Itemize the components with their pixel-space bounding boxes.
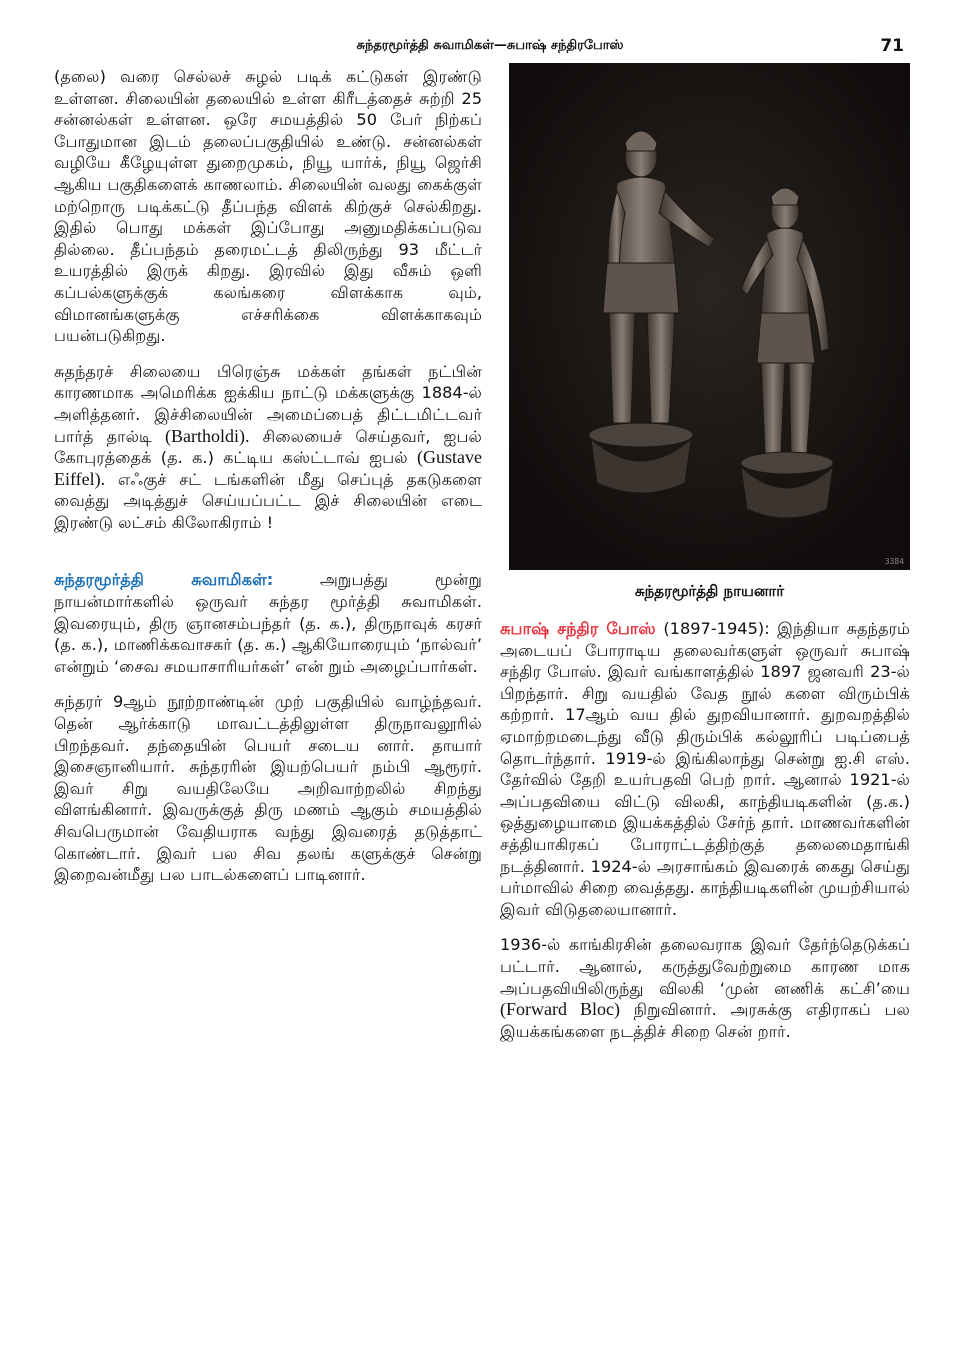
paragraph-text: சுதந்தரச் சிலையை பிரெஞ்சு மக்கள் தங்கள் நட்பின் காரணமாக அமெரிக்க ஐக்கிய நாட்டு மக்களுக்கு 1884-ல் அளித்தனர். இச்சிலையின் அமைப்பைத் திட்டமிட்டவர் பார்த் தால்டி	[54, 361, 482, 446]
bose-entry-paragraph-2	[500, 934, 910, 1042]
forward-bloc-latin: (Forward Bloc)	[500, 999, 621, 1020]
right-column	[500, 618, 910, 1056]
bose-entry-paragraph-1	[500, 618, 910, 920]
sundarar-entry-paragraph-1	[54, 569, 482, 677]
bose-heading: சுபாஷ் சந்திர போஸ்	[500, 619, 656, 638]
bartholdi-latin: (Bartholdi).	[165, 425, 250, 446]
paragraph-text: எஃகுச் சட் டங்களின் மீது செப்புத் தகடுகளை வைத்து அடித்துச் செய்யப்பட்ட இச் சிலையின் எடை இரண்டு லட்சம் கிலோகிராம் !	[54, 469, 482, 532]
page-number: 71	[880, 36, 904, 56]
eiffel-latin: (Gustave Eiffel).	[54, 447, 482, 489]
paragraph-text: அறுபத்து மூன்று நாயன்மார்களில் ஒருவர் சுந்தர மூர்த்தி சுவாமிகள். இவரையும், திரு ஞானசம்பந்தர் (த. க.), திருநாவுக் கரசர் (த. க.), மாணிக்கவாசகர் (த. க.) ஆகியோரையும் ‘நால்வர்’ என்றும் ‘சைவ சமயாசாரியர்கள்’ என் றும் அழைப்பார்கள்.	[54, 570, 482, 676]
running-head: சுந்தரமூர்த்தி சுவாமிகள்—சுபாஷ் சந்திரபோஸ்	[356, 38, 624, 53]
paragraph-text: நிறுவினார். அரசுக்கு எதிராகப் பல இயக்கங்களை நடத்திச் சிறை சென் றார்.	[500, 1000, 910, 1041]
page-header	[0, 38, 966, 60]
left-column	[54, 66, 482, 900]
statue-of-liberty-paragraph-1: (தலை) வரை செல்லச் சுழல் படிக் கட்டுகள் இரண்டு உள்ளன. சிலையின் தலையில் உள்ள கிரீடத்தைச் சுற்றி 25 சன்னல்கள் உள்ளன. ஒரே சமயத்தில் 50 பேர் நிற்கப் போதுமான இடம் தலைப்பகுதியில் உண்டு. சன்னல்கள் வழியே கீழேயுள்ள துறைமுகம், நியூ யார்க், நியூ ஜெர்சி ஆகிய பகுதிகளைக் காணலாம். சிலையின் வலது கைக்குள் மற்றொரு படிக்கட்டு தீப்பந்த விளக் கிற்குச் செல்கிறது. இதில் பொது மக்கள் இப்போது அனுமதிக்கப்படுவ தில்லை. தீப்பந்தம் தரைமட்டத் திலிருந்து 93 மீட்டர் உயரத்தில் இருக் கிறது. இரவில் இது வீசும் ஒளி கப்பல்களுக்குக் கலங்கரை விளக்காக வும், விமானங்களுக்கு எச்சரிக்கை விளக்காகவும் பயன்படுகிறது.	[54, 67, 482, 346]
statues-illustration	[509, 63, 910, 570]
sundarar-entry-paragraph-2: சுந்தரர் 9ஆம் நூற்றாண்டின் முற் பகுதியில் வாழ்ந்தவர். தென் ஆர்க்காடு மாவட்டத்திலுள்ள திருநாவலூரில் பிறந்தவர். தந்தையின் பெயர் சடைய னார். தாயார் இசைஞானியார். சுந்தரரின் இயற்பெயர் நம்பி ஆரூரர். இவர் சிறு வயதிலேயே அறிவாற்றலில் சிறந்து விளங்கினார். இவருக்குத் திரு மணம் ஆகும் சமயத்தில் சிவபெருமான் வேதியராக வந்து இவரைத் தடுத்தாட் கொண்டார். இவர் பல சிவ தலங் களுக்குச் சென்று இறைவன்மீது பல பாடல்களைப் பாடினார்.	[54, 692, 482, 885]
statue-of-liberty-paragraph-2	[54, 361, 482, 534]
paragraph-text: (1897-1945): இந்தியா சுதந்தரம் அடையப் போராடிய தலைவர்களுள் ஒருவர் சுபாஷ் சந்திர போஸ். இவர் வங்காளத்தில் 1897 ஜனவரி 23-ல் பிறந்தார். சிறு வயதில் வேத நூல் களை விரும்பிக் கற்றார். 17ஆம் வய தில் துறவியானார். துறவறத்தில் ஏமாற்றமடைந்து வீடு திரும்பிக் கல்லூரிப் படிப்பைத் தொடர்ந்தார். 1919-ல் இங்கிலாந்து சென்று ஐ.சி எஸ். தேர்வில் தேறி உயர்பதவி பெற் றார். ஆனால் 1921-ல் அப்பதவியை விட்டு விலகி, காந்தியடிகளின் (த.க.) ஒத்துழையாமை இயக்கத்தில் சேர்ந் தார். மாணவர்களின் சத்தியாகிரகப் போராட்டத்திற்குத் தலைமைதாங்கி நடத்தினார். 1924-ல் அரசாங்கம் இவரைக் கைது செய்து பர்மாவில் சிறை வைத்தது. காந்தியடிகளின் முயற்சியால் இவர் விடுதலையானார்.	[500, 619, 910, 919]
photo-number: 3384	[884, 557, 904, 566]
paragraph-text: சிலையைச் செய்தவர், ஐபல் கோபுரத்தைக் (த. க.) கட்டிய கஸ்ட்டாவ் ஐபல்	[54, 426, 482, 468]
paragraph-text: 1936-ல் காங்கிரசின் தலைவராக இவர் தேர்ந்தெடுக்கப் பட்டார். ஆனால், கருத்துவேற்றுமை காரண மாக அப்பதவியிலிருந்து விலகி ‘முன் னணிக் கட்சி’யை	[500, 935, 910, 998]
bronze-statues-photo	[509, 63, 910, 570]
sundarar-heading: சுந்தரமூர்த்தி சுவாமிகள்:	[54, 570, 274, 590]
figure-caption: சுந்தரமூர்த்தி நாயனார்	[634, 582, 785, 600]
